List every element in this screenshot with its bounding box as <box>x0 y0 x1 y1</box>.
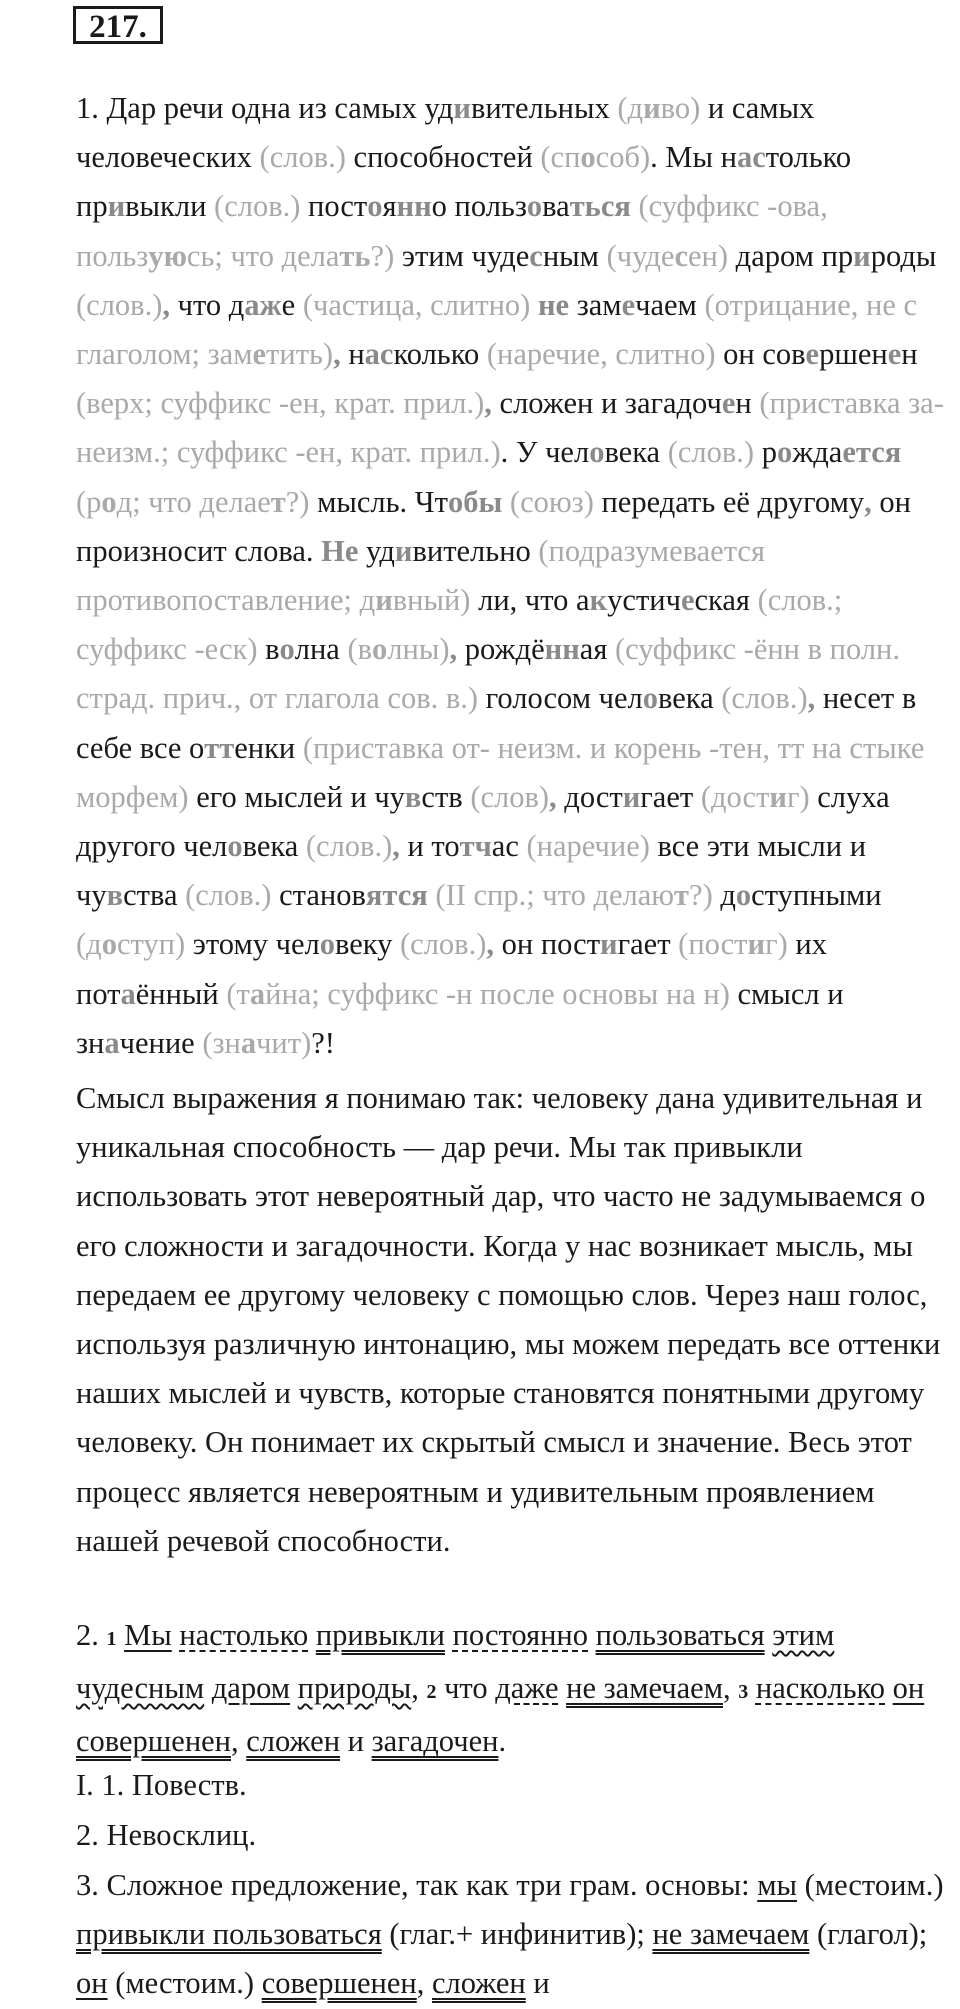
note-highlighted-letter: а <box>240 1025 257 1060</box>
note-highlighted-letter: и <box>769 779 787 814</box>
highlighted-letter: о <box>589 435 605 470</box>
predicate-underline: привыкли пользоваться <box>76 1917 382 1952</box>
text-run: вительно <box>412 533 539 568</box>
text-run: 2. <box>76 1618 107 1652</box>
text-run: ?! <box>311 1025 335 1060</box>
grammar-note: (союз) <box>509 484 594 519</box>
predicate-underline: сложен <box>246 1724 341 1759</box>
attribute-underline: чудесным <box>76 1671 205 1706</box>
note-highlighted-letter: о <box>101 484 117 519</box>
text-run: что д <box>169 287 245 322</box>
grammar-note: (р <box>76 484 102 519</box>
note-highlighted-letter: т <box>270 484 286 519</box>
text-run: гает <box>640 779 701 814</box>
text-run: 3. Сложное предложение, так как три грам. основы: <box>76 1868 758 1902</box>
grammar-note: г) <box>786 779 810 814</box>
highlighted-letter: а <box>120 976 136 1011</box>
subject-underline: он <box>76 1966 108 2001</box>
note-highlighted-letter: и <box>375 583 393 618</box>
text-run: передать её другому <box>593 484 865 519</box>
text-run: , <box>723 1671 739 1706</box>
note-highlighted-letter: ую <box>148 238 187 273</box>
grammar-note: (приставка за- неизм.; суффикс -ен, крат. прил.) <box>76 386 944 470</box>
subject-underline: он <box>892 1671 925 1706</box>
text-run: этим чуде <box>394 238 530 273</box>
text-run: д <box>712 878 736 913</box>
grammar-note: ?) <box>689 878 713 913</box>
grammar-note: (пост <box>678 927 748 962</box>
grammar-note: (слов.; суффикс -еск) <box>76 583 843 667</box>
predicate-underline: загадочен <box>371 1724 499 1759</box>
grammar-note: (подразумевается противопоставление; д <box>76 533 765 618</box>
highlighted-letter: в <box>106 878 124 913</box>
clause-number: 1 <box>106 1628 117 1650</box>
subject-underline: мы <box>757 1868 797 1902</box>
text-run: устич <box>607 583 681 618</box>
text-run: 1. <box>76 91 99 125</box>
note-highlighted-letter: и <box>643 91 661 125</box>
predicate-underline: не замечаем <box>566 1671 723 1706</box>
highlighted-letter: , <box>486 927 494 962</box>
highlighted-letter: о <box>367 189 383 224</box>
text-run: рождё <box>457 632 545 667</box>
adverbial-underline: насколько <box>755 1671 886 1706</box>
text-run: что <box>436 1671 496 1706</box>
note-highlighted-letter: с <box>674 238 689 273</box>
grammar-note: (слов.) <box>667 435 755 470</box>
grammar-note: вный) <box>392 583 471 618</box>
highlighted-letter: нн <box>396 189 432 224</box>
text-run <box>885 1671 893 1705</box>
highlighted-letter: , <box>333 337 341 372</box>
highlighted-letter: , <box>484 386 492 421</box>
grammar-note: (слов.) <box>259 140 346 175</box>
text-run: Дар речи одна из самых уд <box>98 91 454 125</box>
highlighted-letter: е <box>805 337 820 372</box>
text-run: колько <box>393 337 487 372</box>
text-run: этому чел <box>185 927 320 962</box>
grammar-note: (д <box>76 927 102 962</box>
text-run <box>748 1671 756 1705</box>
highlighted-letter: и <box>394 533 413 568</box>
text-run: е <box>281 287 303 322</box>
text-run: вительных <box>470 91 618 125</box>
analysis-line-1: I. 1. Повеств. <box>76 1768 247 1802</box>
text-run: несет в себе все о <box>76 681 917 765</box>
highlighted-letter: тся <box>855 435 902 470</box>
grammar-note: (суффикс -ённ в полн. страд. прич., от глагола сов. в.) <box>76 632 900 716</box>
note-highlighted-letter: е <box>252 337 267 372</box>
text-run: (местоим.) <box>107 1966 262 2001</box>
adverbial-underline: настолько <box>179 1618 309 1652</box>
grammar-note: (сп <box>540 140 581 175</box>
highlighted-letter: о <box>776 435 793 470</box>
highlighted-letter: е <box>842 435 856 470</box>
highlighted-letter: , <box>807 681 816 716</box>
text-run: веку <box>334 927 401 962</box>
note-highlighted-letter: о <box>580 140 596 175</box>
text-run: н <box>735 386 760 421</box>
grammar-note: (II спр.; что делаю <box>427 878 675 913</box>
text-run: ства <box>123 878 186 913</box>
text-run: мысль. Чт <box>309 484 448 519</box>
text-run: чаем <box>635 287 705 322</box>
text-run <box>559 1671 567 1705</box>
highlighted-letter: а <box>104 1025 120 1060</box>
highlighted-letter: в <box>404 779 422 814</box>
text-run: их пот <box>76 927 827 1011</box>
text-run: уд <box>358 533 395 568</box>
note-highlighted-letter: и <box>747 927 766 962</box>
clause-number: 3 <box>738 1681 749 1704</box>
text-run: зам <box>576 287 622 322</box>
grammar-note: (слов.) <box>721 681 808 716</box>
predicate-underline: пользоваться <box>595 1618 765 1652</box>
predicate-underline: не замечаем <box>652 1917 810 1952</box>
grammar-note: (слов.) <box>185 878 272 913</box>
text-run: века <box>604 435 668 470</box>
highlighted-letter: с <box>529 238 543 273</box>
text-run: ств <box>421 779 471 814</box>
grammar-note: ?) <box>370 238 395 273</box>
highlighted-letter: тт <box>204 730 235 765</box>
text-run: , <box>231 1724 247 1759</box>
text-run: и то <box>399 829 460 864</box>
grammar-note: (д <box>617 91 644 125</box>
text-run: и <box>340 1724 372 1759</box>
grammar-note: тить) <box>266 337 334 372</box>
text-run: р <box>754 435 777 470</box>
grammar-note: сь; что дела <box>186 238 340 273</box>
grammar-note: (слов.) <box>305 829 393 864</box>
text-run: смысл и зн <box>76 976 844 1060</box>
text-run: лна <box>294 632 348 667</box>
note-highlighted-letter: а <box>249 976 266 1011</box>
predicate-underline: совершенен <box>261 1966 417 2001</box>
text-run: способностей <box>345 140 541 175</box>
text-run: даром пр <box>728 238 854 273</box>
note-highlighted-letter: т <box>674 878 690 913</box>
text-run: . У чел <box>500 435 590 470</box>
highlighted-letter: и <box>600 927 618 962</box>
highlighted-letter: о <box>279 632 295 667</box>
grammar-note: г) <box>765 927 788 962</box>
grammar-note: (зн <box>202 1025 241 1060</box>
text-run: он сов <box>715 337 806 372</box>
text-run: он пост <box>494 927 601 962</box>
highlighted-letter: и <box>622 779 641 814</box>
text-run: н <box>340 337 365 372</box>
text-run: станов <box>271 878 366 913</box>
highlighted-letter: аж <box>244 287 282 322</box>
text-run: ская <box>694 583 758 618</box>
highlighted-letter: е <box>887 337 902 372</box>
adverbial-underline: даже <box>495 1671 559 1706</box>
text-run: . <box>498 1724 507 1759</box>
task-2-paragraph <box>6 1611 954 1767</box>
grammar-note: (верх; суффикс -ен, крат. прил.) <box>76 386 485 421</box>
text-run: все эти мысли и чу <box>76 829 867 913</box>
text-run: выкли <box>125 189 215 224</box>
highlighted-letter: и <box>107 189 126 224</box>
text-run: века <box>657 681 722 716</box>
grammar-note: (приставка от- неизм. и корень -тен, тт на стыке морфем) <box>76 730 925 814</box>
grammar-note: чит) <box>256 1025 312 1060</box>
text-run: ступными <box>751 878 882 913</box>
text-run: только пр <box>76 140 852 224</box>
text-run: чение <box>119 1025 203 1060</box>
highlighted-letter: обы <box>447 484 503 519</box>
text-run: в <box>257 632 280 667</box>
grammar-note: (наречие) <box>526 829 650 864</box>
grammar-note: (слов) <box>470 779 550 814</box>
text-run <box>588 1618 596 1652</box>
grammar-note: (в <box>347 632 373 667</box>
text-run: ая <box>579 632 615 667</box>
text-run <box>502 485 510 519</box>
grammar-note: (т <box>226 976 250 1011</box>
highlighted-letter: и <box>453 91 471 125</box>
highlighted-letter: , <box>549 779 557 814</box>
text-run: он произносит слова. <box>76 484 911 568</box>
text-run: слуха другого чел <box>76 779 890 864</box>
text-run: н <box>901 337 918 372</box>
text-run <box>445 1618 453 1652</box>
highlighted-letter: , <box>162 287 170 322</box>
note-highlighted-letter: о <box>101 927 117 962</box>
text-run: о польз <box>431 189 527 224</box>
paragraph-explanation: Смысл выражения я понимаю так: человеку дана удивительная и уникальная способность — дар речи. Мы так привыкли использовать этот невероятный дар, что часто не задумываемся о его сложности и загадочности. Когда у нас возникает мысль, мы передаем ее другому человеку с помощью слов. Через наш голос, используя различную интонацию, мы можем передать все оттенки наших мыслей и чувств, которые становятся понятными другому человеку. Он понимает их скрытый смысл и значение. Весь этот процесс является невероятным и удивительным проявлением нашей речевой способности. <box>76 1081 941 1558</box>
text-run: , <box>416 1966 432 2001</box>
note-highlighted-letter: о <box>372 632 388 667</box>
text-run <box>530 288 538 322</box>
text-run: и самых человеческих <box>76 91 815 175</box>
analysis-line-2: 2. Невосклиц. <box>76 1818 257 1852</box>
grammar-note: (дост <box>700 779 770 814</box>
text-run <box>290 1671 298 1705</box>
text-run: сложен и загадоч <box>491 386 722 421</box>
clause-number: 2 <box>426 1681 437 1704</box>
text-run: . Мы н <box>650 140 737 175</box>
subject-underline: даром <box>211 1671 291 1706</box>
text-run: века <box>242 829 306 864</box>
text-run: (местоим.) <box>796 1868 944 1902</box>
subject-underline: Мы <box>124 1618 172 1652</box>
text-run: , <box>411 1671 427 1706</box>
highlighted-letter: ться <box>569 189 631 224</box>
highlighted-letter: и <box>853 238 871 273</box>
highlighted-letter: тч <box>459 829 492 864</box>
predicate-underline: совершенен <box>76 1724 232 1759</box>
grammar-note: (отрицание, не с глаголом; зам <box>76 287 918 372</box>
grammar-note: (чуде <box>606 238 675 273</box>
highlighted-letter: о <box>526 189 543 224</box>
task-1-paragraph <box>6 84 954 1068</box>
text-run: ли, что а <box>470 583 590 618</box>
highlighted-letter: , <box>864 484 872 519</box>
predicate-underline: привыкли <box>315 1618 445 1652</box>
attribute-underline: природы <box>297 1671 412 1706</box>
highlighted-letter: е <box>621 287 636 322</box>
grammar-note: (наречие, слитно) <box>486 337 716 372</box>
highlighted-letter: ас <box>364 337 394 372</box>
grammar-note: (слов.) <box>214 189 301 224</box>
text-run: ас <box>491 829 527 864</box>
attribute-underline: этим <box>772 1618 835 1652</box>
text-run: голосом чел <box>478 681 643 716</box>
highlighted-letter: , <box>392 829 400 864</box>
text-run: я <box>382 189 397 224</box>
grammar-note: соб) <box>595 140 651 175</box>
highlighted-letter: нн <box>544 632 580 667</box>
text-run: (глаг.+ инфинитив); <box>381 1917 653 1952</box>
grammar-note: (слов.) <box>76 287 163 322</box>
text-run: его мыслей и чу <box>188 779 405 814</box>
text-run: (глагол); <box>809 1917 928 1952</box>
grammar-note: (суффикс -ова, польз <box>76 189 828 273</box>
grammar-note: йна; суффикс -н после основы на н) <box>265 976 730 1011</box>
text-run: дост <box>556 779 623 814</box>
highlighted-letter: к <box>589 583 608 618</box>
text-run: и <box>525 1966 550 2001</box>
highlighted-letter: о <box>227 829 243 864</box>
highlighted-letter: , <box>449 632 458 667</box>
highlighted-letter: е <box>680 583 695 618</box>
text-run: ршен <box>819 337 888 372</box>
grammar-note: д; что делае <box>116 484 271 519</box>
grammar-note: ен) <box>688 238 729 273</box>
text-run: жда <box>792 435 843 470</box>
highlighted-letter: не <box>537 287 577 322</box>
text-run <box>308 1618 316 1652</box>
grammar-note: ?) <box>285 484 310 519</box>
text-run: ённый <box>135 976 227 1011</box>
highlighted-letter: ас <box>736 140 766 175</box>
adverbial-underline: постоянно <box>452 1618 588 1652</box>
grammar-note: (слов.) <box>400 927 487 962</box>
predicate-underline: сложен <box>431 1966 526 2001</box>
grammar-note: (частица, слитно) <box>302 287 531 322</box>
text-run: ным <box>542 238 607 273</box>
note-highlighted-letter: ть <box>339 238 371 273</box>
highlighted-letter: о <box>642 681 658 716</box>
text-run <box>117 1618 125 1652</box>
grammar-note: ступ) <box>116 927 186 962</box>
highlighted-letter: Не <box>321 533 359 568</box>
highlighted-letter: о <box>735 878 752 913</box>
grammar-note: во) <box>660 91 701 125</box>
text-run: пост <box>300 189 368 224</box>
analysis-line-3 <box>6 1861 954 2009</box>
grammar-note: лны) <box>387 632 450 667</box>
highlighted-letter: ятся <box>365 878 428 913</box>
text-run: роды <box>870 238 937 273</box>
text-run <box>204 1671 212 1705</box>
highlighted-letter: о <box>319 927 335 962</box>
text-run: енки <box>234 730 303 765</box>
text-run: ва <box>542 189 570 224</box>
text-run: гает <box>617 927 679 962</box>
highlighted-letter: е <box>721 386 736 421</box>
exercise-number: 217. <box>73 6 163 44</box>
